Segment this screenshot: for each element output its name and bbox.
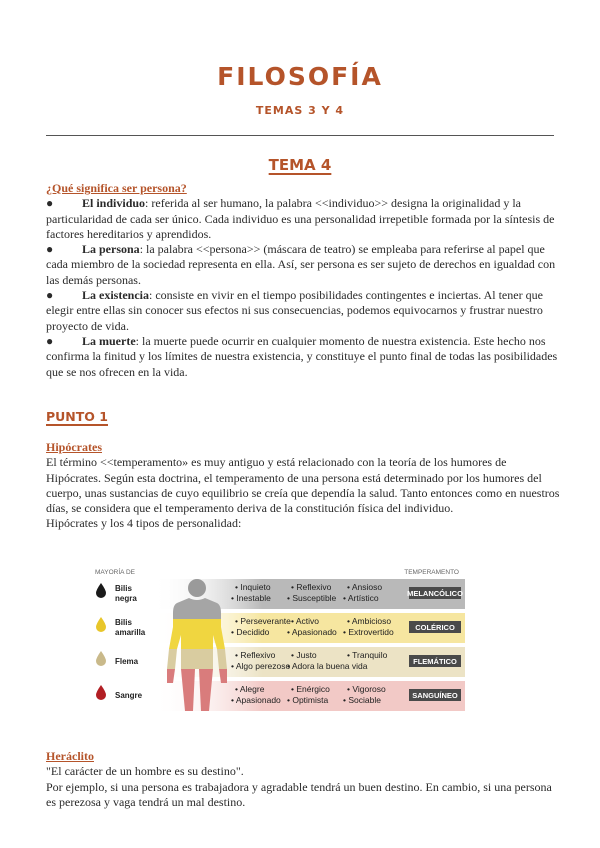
section-title: TEMA 4: [268, 156, 332, 174]
bullet-icon: ●: [46, 333, 54, 348]
divider: [46, 135, 554, 136]
heraclito-heading: Heráclito: [46, 749, 94, 763]
temperament-label: FLEMÁTICO: [413, 657, 457, 666]
figure-left-header: MAYORÍA DE: [95, 569, 135, 576]
punto-heading: PUNTO 1: [46, 409, 108, 424]
bullet-icon: ●: [46, 196, 54, 211]
trait-label: • Decidido: [231, 627, 270, 637]
trait-label: • Sociable: [343, 695, 381, 705]
trait-label: • Vigoroso: [347, 684, 386, 694]
humor-label: Bilis: [115, 584, 132, 593]
trait-label: • Algo perezoso: [231, 661, 291, 671]
bullet-list: [46, 196, 561, 380]
trait-label: • Inquieto: [235, 582, 271, 592]
drop-icon: [96, 651, 106, 666]
trait-label: • Extrovertido: [343, 627, 394, 637]
list-item: ● El individuo: referida al ser humano, la palabra <<individuo>> designa la originalidad y la particularidad de cada ser único. Cada individuo es una personalidad irrepetible formada por la síntesis de factores hereditarios y aprendidos.: [46, 196, 555, 241]
temperament-row: [96, 647, 465, 677]
trait-label: • Ambicioso: [347, 616, 392, 626]
temperament-label: MELANCÓLICO: [407, 589, 463, 598]
list-item: ● La persona: la palabra <<persona>> (máscara de teatro) se empleaba para referirse al papel que cada miembro de la sociedad representa en ella. Así, ser persona es ser sujeto de derechos en igualdad con las demás personas.: [46, 242, 556, 287]
trait-label: • Perseverante: [235, 616, 291, 626]
trait-label: • Apasionado: [287, 627, 337, 637]
hipocrates-heading: Hipócrates: [46, 440, 102, 454]
list-item: ● La existencia: consiste en vivir en el tiempo posibilidades contingentes e inciertas. Al tener que elegir entre ellas sin conocer sus efectos ni sus consecuencias, podemos equivocarnos y frustrar nuestro proyecto de vida.: [46, 288, 543, 333]
trait-label: • Artístico: [343, 593, 379, 603]
temperament-row: [96, 579, 465, 609]
heraclito-paragraph: Por ejemplo, si una persona es trabajadora y agradable tendrá un buen destino. En cambio, si una persona es perezosa y vaga tendrá un mal destino.: [46, 779, 552, 809]
drop-icon: [96, 685, 106, 700]
trait-label: • Ansioso: [347, 582, 383, 592]
bullet-icon: ●: [46, 242, 54, 257]
trait-label: • Reflexivo: [291, 582, 332, 592]
humor-label: negra: [115, 594, 137, 603]
trait-label: • Enérgico: [291, 684, 330, 694]
humor-label: amarilla: [115, 628, 146, 637]
trait-label: • Tranquilo: [347, 650, 388, 660]
temperament-row: [96, 681, 465, 711]
trait-label: • Alegre: [235, 684, 265, 694]
trait-label: • Reflexivo: [235, 650, 276, 660]
hipocrates-intro: Hipócrates y los 4 tipos de personalidad:: [46, 516, 242, 531]
temperament-label: SANGUÍNEO: [412, 691, 458, 700]
trait-label: • Justo: [291, 650, 317, 660]
bullet-icon: ●: [46, 288, 54, 303]
hipocrates-paragraph: El término <<temperamento» es muy antiguo y está relacionado con la teoría de los humores de Hipócrates. Según esta doctrina, el temperamento de una persona está determinado por los humores del cuerpo, unas sustancias de cuyo equilibrio se creía que dependía la salud. Tanto entonces como en nuestros días, se considera que el temperamento deriva de la constitución física del individuo.: [46, 455, 560, 516]
list-item: ● La muerte: la muerte puede ocurrir en cualquier momento de nuestra existencia. Este hecho nos confirma la finitud y los límites de nuestra existencia, y constituye el punto final de todas las posibilidades que se nos ofrecen en la vida.: [46, 333, 558, 379]
trait-label: • Activo: [291, 616, 320, 626]
temperament-row: [96, 613, 465, 643]
humor-label: Sangre: [115, 691, 143, 700]
heraclito-section: [46, 749, 561, 810]
trait-label: • Apasionado: [231, 695, 281, 705]
hipocrates-section: [46, 440, 561, 532]
trait-label: • Inestable: [231, 593, 271, 603]
temperament-chart: [93, 565, 467, 715]
heraclito-quote: "El carácter de un hombre es su destino".: [46, 764, 244, 779]
question-heading: ¿Qué significa ser persona?: [46, 181, 187, 195]
figure-right-header: TEMPERAMENTO: [404, 569, 459, 576]
drop-icon: [96, 583, 106, 598]
document-title: FILOSOFÍA: [217, 62, 383, 91]
humor-label: Flema: [115, 657, 139, 666]
persona-section: [46, 181, 561, 380]
temperament-figure: [93, 565, 467, 715]
drop-icon: [96, 617, 106, 632]
trait-label: • Susceptible: [287, 593, 337, 603]
document-subtitle: TEMAS 3 Y 4: [255, 104, 345, 117]
humor-label: Bilis: [115, 618, 132, 627]
temperament-label: COLÉRICO: [415, 623, 455, 632]
trait-label: • Optimista: [287, 695, 329, 705]
trait-label: • Adora la buena vida: [287, 661, 368, 671]
